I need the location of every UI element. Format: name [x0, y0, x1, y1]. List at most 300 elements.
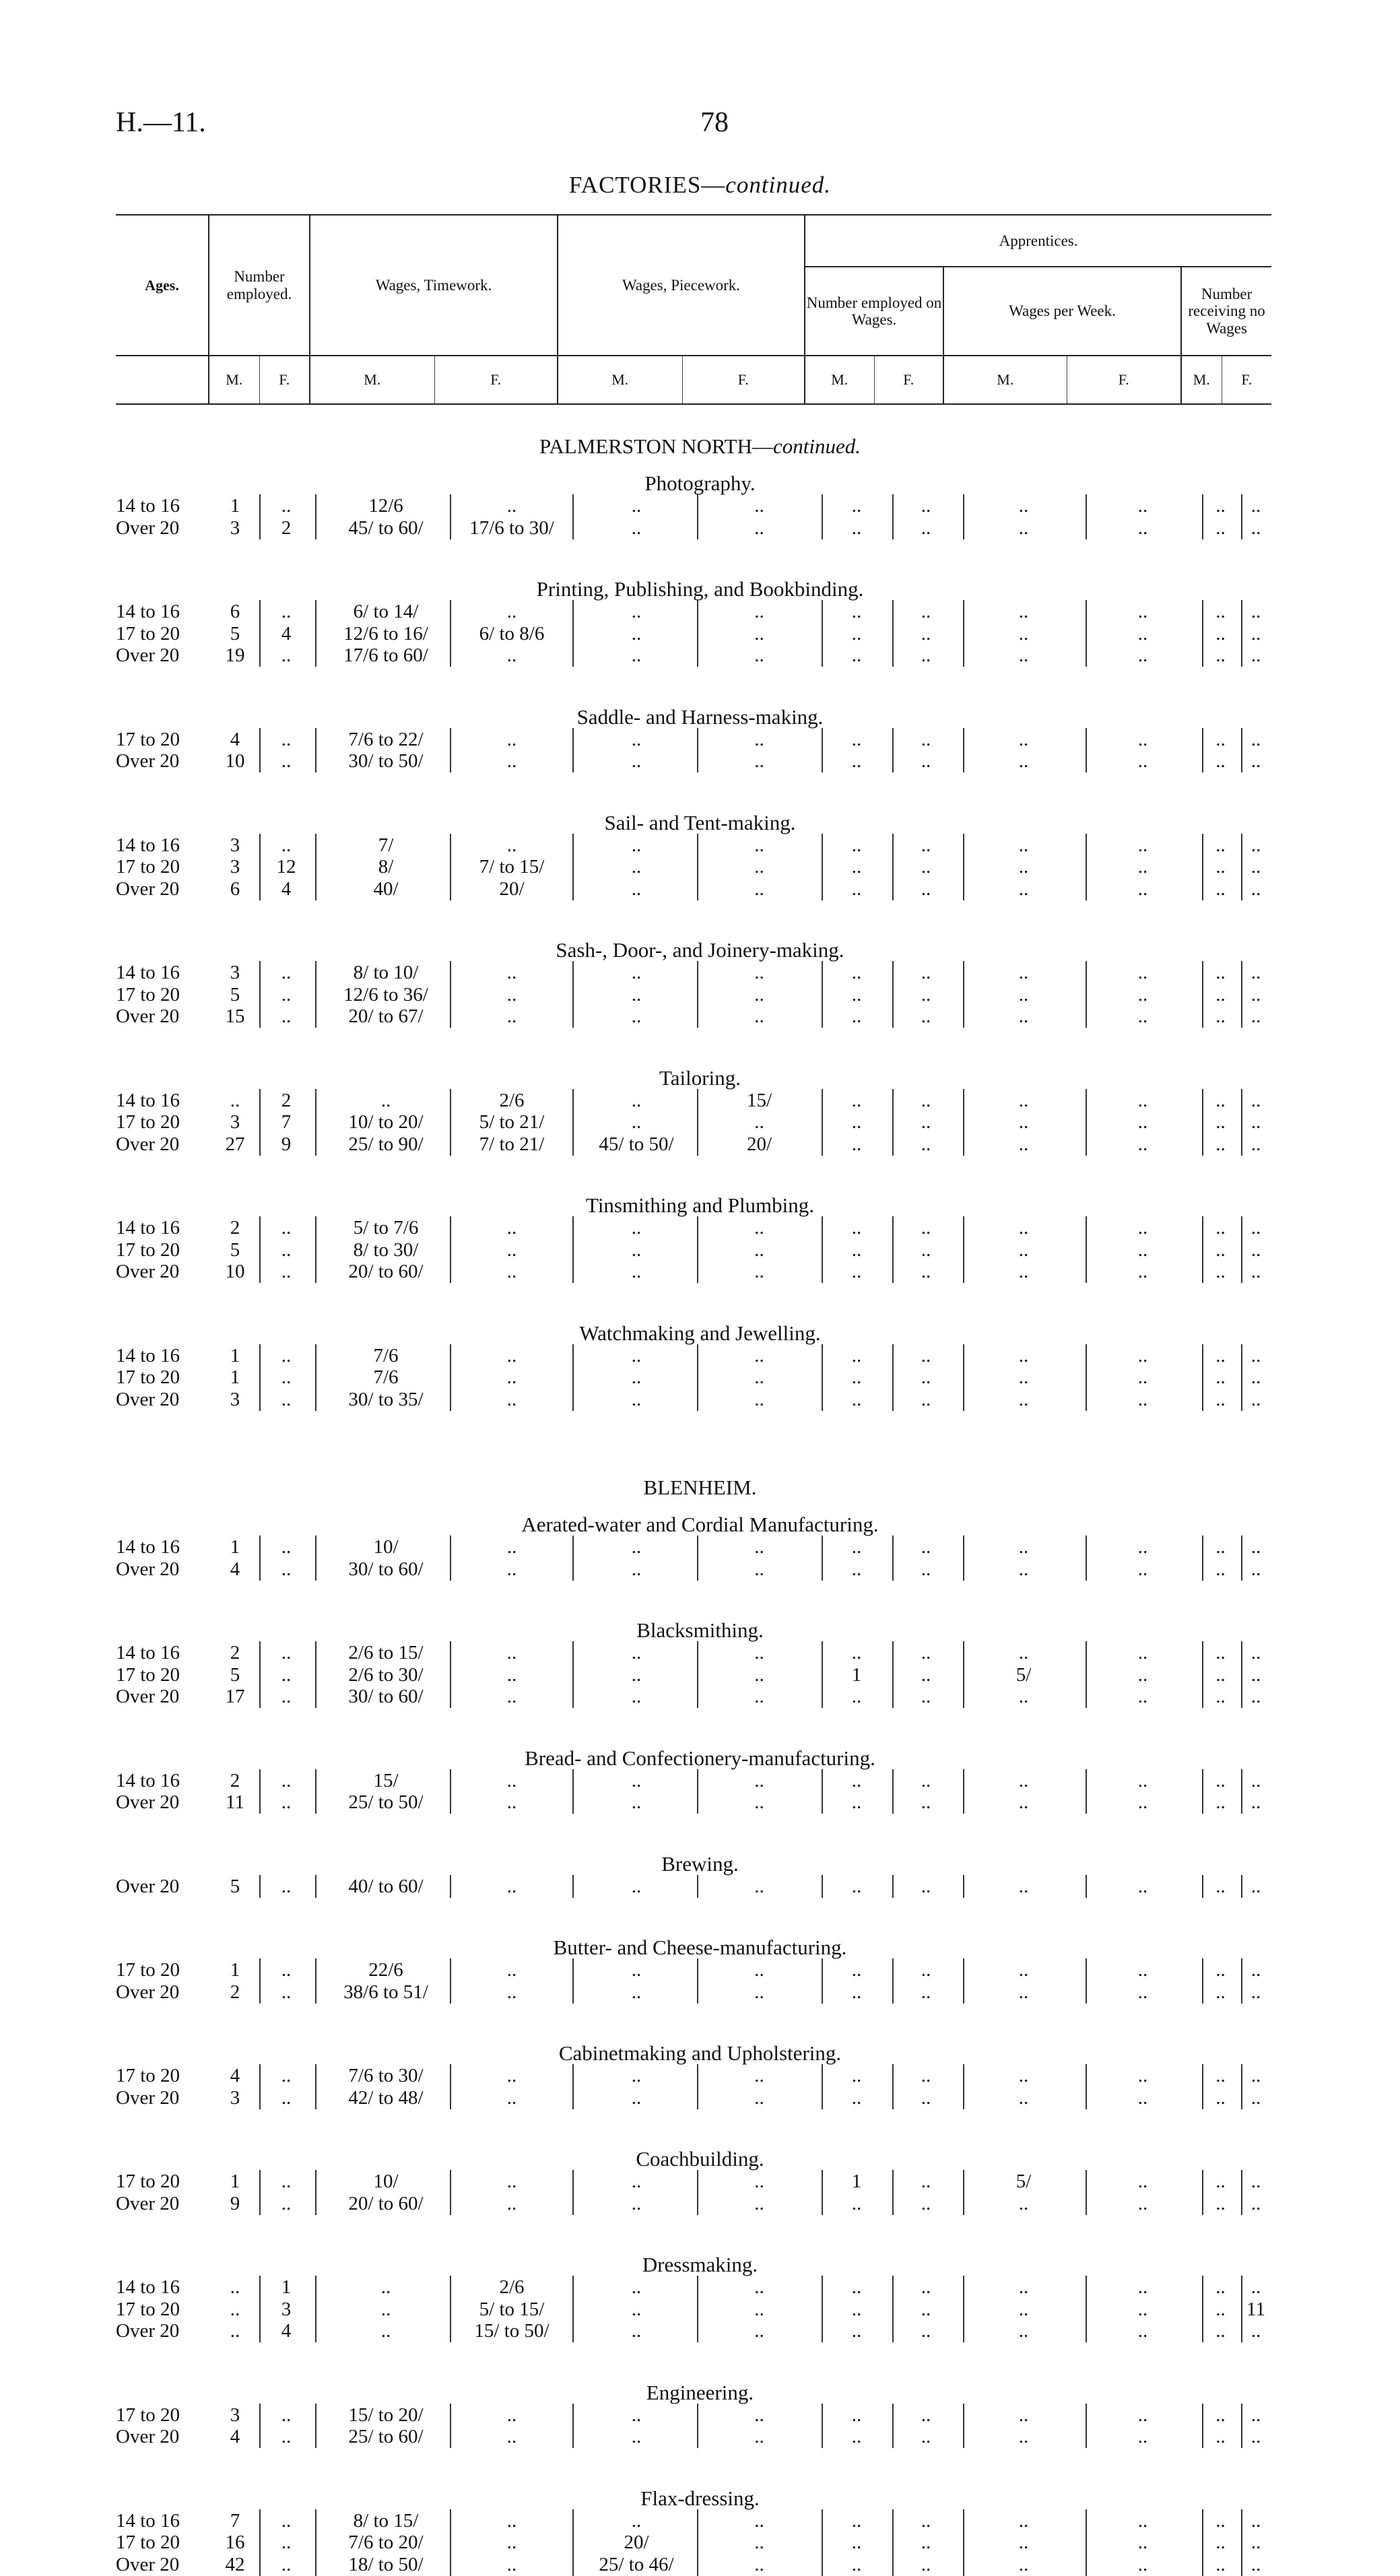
table-cell: 5 — [230, 622, 240, 645]
page-reference: H.—11. — [116, 107, 206, 138]
table-cell: .. — [1215, 1663, 1226, 1686]
table-cell: .. — [921, 750, 931, 772]
trade-title: Watchmaking and Jewelling. — [579, 1321, 821, 1345]
table-cell: .. — [851, 2404, 862, 2426]
table-cell: .. — [281, 1959, 292, 1981]
table-cell: .. — [1018, 1217, 1029, 1239]
table-cell: .. — [631, 2426, 642, 2447]
table-cell: .. — [1137, 962, 1148, 983]
table-cell: .. — [754, 1642, 764, 1663]
table-cell: .. — [754, 1791, 764, 1813]
table-cell: .. — [1215, 2065, 1226, 2086]
trade-title: Sash-, Door-, and Joinery-making. — [556, 938, 844, 962]
table-row — [0, 1685, 1400, 1708]
table-cell: 7/6 — [373, 1344, 399, 1366]
table-cell: 3 — [230, 1111, 240, 1133]
table-cell: .. — [631, 1558, 642, 1580]
table-cell: .. — [1215, 2192, 1226, 2214]
table-cell: .. — [754, 2065, 764, 2086]
female-header: F. — [1067, 356, 1181, 404]
table-cell: .. — [281, 2086, 292, 2109]
table-cell: .. — [1251, 2320, 1261, 2342]
table-row — [0, 2404, 1400, 2426]
table-cell: 30/ to 60/ — [348, 1558, 424, 1580]
table-cell: .. — [506, 2192, 517, 2214]
table-cell: .. — [1251, 1111, 1261, 1133]
table-cell: .. — [1018, 1536, 1029, 1558]
age-cell: 17 to 20 — [116, 1366, 180, 1388]
table-cell: 9 — [230, 2192, 240, 2214]
age-cell: Over 20 — [116, 1686, 180, 1707]
table-cell: .. — [1018, 2192, 1029, 2214]
table-cell: 1 — [230, 1366, 240, 1388]
table-cell: .. — [1018, 878, 1029, 900]
table-row — [0, 2531, 1400, 2554]
table-cell: .. — [921, 962, 931, 983]
table-cell: .. — [754, 1769, 764, 1791]
table-cell: .. — [631, 2320, 642, 2342]
table-row — [0, 517, 1400, 539]
table-cell: 5 — [230, 1663, 240, 1686]
table-cell: .. — [921, 1875, 931, 1897]
section-title: PALMERSTON NORTH—continued. — [539, 434, 861, 458]
table-cell: .. — [1018, 1239, 1029, 1261]
trade-title: Butter- and Cheese-manufacturing. — [553, 1936, 847, 1959]
table-cell: 15/ to 50/ — [474, 2320, 549, 2342]
table-cell: .. — [1215, 1217, 1226, 1239]
male-header: M. — [558, 356, 682, 404]
table-cell: .. — [921, 2532, 931, 2553]
table-cell: .. — [754, 2532, 764, 2553]
table-row — [0, 1535, 1400, 1558]
table-cell: 4 — [281, 2320, 292, 2342]
table-cell: .. — [1215, 2509, 1226, 2532]
table-cell: .. — [1215, 2532, 1226, 2553]
table-cell: 7/6 to 22/ — [348, 728, 424, 750]
table-cell: 3 — [230, 834, 240, 856]
table-cell: .. — [281, 1642, 292, 1663]
table-cell: .. — [506, 1686, 517, 1707]
table-cell: 20/ — [624, 2532, 649, 2553]
female-header: F. — [682, 356, 805, 404]
table-cell: .. — [851, 878, 862, 900]
table-row — [0, 1388, 1400, 1411]
table-cell: .. — [851, 1089, 862, 1111]
table-cell: .. — [1137, 1089, 1148, 1111]
table-cell: .. — [851, 1261, 862, 1282]
table-cell: .. — [1018, 517, 1029, 539]
table-cell: .. — [851, 2426, 862, 2447]
table-cell: .. — [1215, 962, 1226, 983]
table-row — [0, 878, 1400, 900]
table-cell: .. — [1137, 2192, 1148, 2214]
table-cell: .. — [631, 1875, 642, 1897]
age-cell: 17 to 20 — [116, 856, 180, 878]
table-cell: .. — [1018, 2065, 1029, 2086]
table-row — [0, 983, 1400, 1006]
table-cell: .. — [631, 2298, 642, 2320]
table-cell: .. — [1018, 962, 1029, 983]
table-cell: 15/ — [373, 1769, 399, 1791]
age-cell: 17 to 20 — [116, 2404, 180, 2426]
table-cell: 45/ to 60/ — [348, 517, 424, 539]
table-cell: .. — [506, 2404, 517, 2426]
table-cell: .. — [921, 1388, 931, 1410]
table-cell: .. — [921, 1686, 931, 1707]
table-cell: .. — [1251, 1133, 1261, 1155]
table-cell: .. — [1137, 1261, 1148, 1282]
table-cell: 5 — [230, 1875, 240, 1897]
table-row — [0, 728, 1400, 751]
table-cell: .. — [631, 2086, 642, 2109]
table-cell: .. — [631, 1642, 642, 1663]
table-cell: .. — [281, 2532, 292, 2553]
table-cell: .. — [1251, 878, 1261, 900]
table-cell: .. — [506, 2553, 517, 2575]
table-cell: .. — [281, 1663, 292, 1686]
table-cell: .. — [1018, 601, 1029, 622]
table-cell: .. — [1215, 2298, 1226, 2320]
table-cell: .. — [851, 1133, 862, 1155]
table-cell: .. — [631, 1981, 642, 2003]
table-cell: .. — [921, 2509, 931, 2532]
table-cell: .. — [1137, 2320, 1148, 2342]
table-cell: .. — [1018, 2320, 1029, 2342]
table-cell: 12/6 to 16/ — [343, 622, 428, 645]
table-cell: .. — [1215, 1558, 1226, 1580]
table-row — [0, 1791, 1400, 1814]
table-cell: .. — [1018, 2426, 1029, 2447]
table-cell: 3 — [230, 856, 240, 878]
table-cell: .. — [1137, 2404, 1148, 2426]
table-cell: .. — [1137, 728, 1148, 750]
age-cell: Over 20 — [116, 1875, 180, 1897]
table-cell: .. — [1251, 2426, 1261, 2447]
table-cell: .. — [631, 1769, 642, 1791]
table-cell: .. — [631, 1388, 642, 1410]
table-cell: .. — [851, 1791, 862, 1813]
table-cell: .. — [230, 1089, 240, 1111]
table-cell: .. — [1215, 1366, 1226, 1388]
table-cell: .. — [631, 856, 642, 878]
age-cell: 17 to 20 — [116, 2171, 180, 2192]
age-cell: 14 to 16 — [116, 1769, 180, 1791]
age-cell: Over 20 — [116, 2086, 180, 2109]
table-cell: .. — [851, 962, 862, 983]
age-cell: 14 to 16 — [116, 834, 180, 856]
table-row — [0, 1260, 1400, 1283]
table-cell: .. — [1137, 1981, 1148, 2003]
table-cell: .. — [281, 1344, 292, 1366]
table-cell: .. — [851, 2553, 862, 2575]
table-cell: .. — [281, 2426, 292, 2447]
table-cell: .. — [1137, 495, 1148, 517]
table-cell: .. — [506, 2532, 517, 2553]
table-cell: .. — [631, 2192, 642, 2214]
table-row — [0, 1958, 1400, 1981]
table-cell: 11 — [226, 1791, 244, 1813]
table-cell: .. — [1215, 517, 1226, 539]
table-cell: .. — [506, 495, 517, 517]
table-cell: .. — [506, 1261, 517, 1282]
table-cell: .. — [1137, 1791, 1148, 1813]
table-cell: .. — [1251, 1239, 1261, 1261]
table-cell: .. — [1018, 1875, 1029, 1897]
table-cell: .. — [281, 2509, 292, 2532]
table-cell: .. — [1215, 1981, 1226, 2003]
table-cell: 4 — [281, 622, 292, 645]
table-cell: .. — [851, 2509, 862, 2532]
table-row — [0, 2276, 1400, 2299]
table-cell: .. — [1215, 1111, 1226, 1133]
table-cell: .. — [1137, 856, 1148, 878]
table-row — [0, 1005, 1400, 1028]
table-cell: 1 — [851, 2171, 862, 2192]
table-cell: 8/ to 30/ — [353, 1239, 419, 1261]
table-cell: .. — [921, 1791, 931, 1813]
table-cell: .. — [1018, 1261, 1029, 1282]
table-cell: .. — [754, 2320, 764, 2342]
table-cell: 2/6 to 15/ — [348, 1642, 424, 1663]
age-cell: 14 to 16 — [116, 2509, 180, 2532]
wages-piecework-header: Wages, Piecework. — [558, 215, 805, 356]
age-cell: 14 to 16 — [116, 1642, 180, 1663]
table-cell: .. — [631, 728, 642, 750]
table-cell: .. — [1018, 1366, 1029, 1388]
table-cell: .. — [1137, 1558, 1148, 1580]
table-cell: .. — [631, 1239, 642, 1261]
table-cell: 3 — [230, 517, 240, 539]
table-cell: .. — [1137, 1686, 1148, 1707]
table-cell: .. — [1251, 750, 1261, 772]
table-cell: 25/ to 50/ — [348, 1791, 424, 1813]
table-cell: .. — [281, 1217, 292, 1239]
table-cell: .. — [506, 1558, 517, 1580]
table-cell: 3 — [230, 2086, 240, 2109]
table-cell: .. — [1018, 1388, 1029, 1410]
table-cell: .. — [754, 728, 764, 750]
table-cell: 19 — [225, 645, 245, 666]
table-row — [0, 855, 1400, 878]
table-cell: 2 — [230, 1769, 240, 1791]
table-cell: 8/ to 10/ — [353, 962, 419, 983]
age-cell: Over 20 — [116, 1558, 180, 1580]
trade-title: Brewing. — [661, 1851, 739, 1876]
table-cell: 7 — [230, 2509, 240, 2532]
table-row — [0, 834, 1400, 857]
table-cell: .. — [921, 1261, 931, 1282]
table-cell: .. — [851, 1769, 862, 1791]
table-cell: .. — [754, 1239, 764, 1261]
ages-header: Ages. — [116, 215, 209, 356]
table-cell: .. — [1137, 1875, 1148, 1897]
table-cell: .. — [281, 2404, 292, 2426]
table-cell: .. — [851, 1239, 862, 1261]
table-cell: .. — [921, 1089, 931, 1111]
table-cell: .. — [631, 517, 642, 539]
table-cell: .. — [921, 2298, 931, 2320]
table-cell: .. — [631, 1959, 642, 1981]
table-cell: 7/ to 21/ — [479, 1133, 545, 1155]
table-cell: .. — [281, 1388, 292, 1410]
table-cell: .. — [281, 1686, 292, 1707]
table-cell: .. — [1251, 1217, 1261, 1239]
table-cell: .. — [1215, 1791, 1226, 1813]
table-cell: .. — [1215, 2320, 1226, 2342]
table-cell: .. — [1215, 2086, 1226, 2109]
table-cell: .. — [1018, 2276, 1029, 2298]
table-row — [0, 2298, 1400, 2321]
table-cell: .. — [851, 1536, 862, 1558]
table-cell: .. — [1018, 1769, 1029, 1791]
table-cell: 5 — [230, 983, 240, 1005]
age-cell: 14 to 16 — [116, 1344, 180, 1366]
table-cell: .. — [1018, 856, 1029, 878]
table-cell: .. — [281, 1875, 292, 1897]
page-title: FACTORIES—continued. — [568, 172, 832, 198]
table-cell: .. — [281, 1769, 292, 1791]
female-header: F. — [259, 356, 310, 404]
table-cell: .. — [1215, 1239, 1226, 1261]
table-cell: .. — [506, 2509, 517, 2532]
age-cell: Over 20 — [116, 2426, 180, 2447]
table-cell: .. — [506, 1536, 517, 1558]
table-cell: .. — [921, 1959, 931, 1981]
table-cell: .. — [1018, 1981, 1029, 2003]
table-cell: .. — [754, 2426, 764, 2447]
table-cell: .. — [1215, 878, 1226, 900]
table-cell: .. — [851, 2532, 862, 2553]
table-cell: .. — [921, 1217, 931, 1239]
table-cell: .. — [631, 622, 642, 645]
table-cell: .. — [281, 1981, 292, 2003]
table-cell: 1 — [230, 495, 240, 517]
table-cell: 30/ to 50/ — [348, 750, 424, 772]
age-cell: 17 to 20 — [116, 728, 180, 750]
table-cell: .. — [506, 834, 517, 856]
table-cell: .. — [281, 1366, 292, 1388]
table-cell: .. — [754, 983, 764, 1005]
table-cell: .. — [1018, 1005, 1029, 1027]
table-cell: .. — [1018, 2509, 1029, 2532]
trade-title: Tailoring. — [659, 1065, 741, 1090]
table-cell: .. — [754, 962, 764, 983]
table-cell: 25/ to 60/ — [348, 2426, 424, 2447]
table-cell: .. — [1137, 1133, 1148, 1155]
table-row — [0, 1875, 1400, 1898]
table-cell: .. — [921, 2320, 931, 2342]
age-cell: 14 to 16 — [116, 495, 180, 517]
table-cell: .. — [754, 645, 764, 666]
table-cell: .. — [506, 1663, 517, 1686]
table-cell: .. — [921, 1005, 931, 1027]
table-row — [0, 1641, 1400, 1664]
table-cell: .. — [1137, 622, 1148, 645]
table-cell: .. — [754, 495, 764, 517]
table-cell: .. — [851, 1686, 862, 1707]
table-cell: .. — [1215, 1344, 1226, 1366]
table-cell: .. — [851, 834, 862, 856]
table-cell: 3 — [230, 2404, 240, 2426]
trade-title: Engineering. — [646, 2380, 754, 2404]
table-cell: .. — [1137, 1366, 1148, 1388]
table-cell: .. — [754, 1959, 764, 1981]
age-cell: Over 20 — [116, 1133, 180, 1155]
table-cell: 4 — [230, 2426, 240, 2447]
table-cell: .. — [851, 517, 862, 539]
table-cell: .. — [631, 1217, 642, 1239]
table-cell: .. — [1137, 1769, 1148, 1791]
table-cell: .. — [281, 2553, 292, 2575]
app-no-wages-header: Number receiving no Wages — [1181, 267, 1271, 356]
table-cell: 6/ to 14/ — [353, 601, 419, 622]
table-cell: .. — [921, 1663, 931, 1686]
table-cell: 27 — [225, 1133, 245, 1155]
table-cell: .. — [281, 983, 292, 1005]
trade-title: Dressmaking. — [642, 2253, 758, 2276]
table-cell: .. — [380, 1089, 391, 1111]
table-cell: .. — [754, 834, 764, 856]
table-cell: .. — [851, 2276, 862, 2298]
table-cell: .. — [1251, 962, 1261, 983]
table-cell: .. — [1251, 495, 1261, 517]
table-cell: .. — [1251, 2065, 1261, 2086]
table-cell: .. — [1251, 983, 1261, 1005]
table-cell: .. — [506, 1344, 517, 1366]
table-cell: .. — [506, 1366, 517, 1388]
table-cell: .. — [1251, 1875, 1261, 1897]
table-cell: .. — [631, 495, 642, 517]
table-cell: .. — [631, 601, 642, 622]
table-cell: .. — [380, 2276, 391, 2298]
table-cell: .. — [921, 1642, 931, 1663]
table-cell: .. — [1137, 1344, 1148, 1366]
table-cell: .. — [281, 2065, 292, 2086]
table-cell: .. — [1251, 2276, 1261, 2298]
table-cell: .. — [1215, 1959, 1226, 1981]
trade-title: Aerated-water and Cordial Manufacturing. — [521, 1513, 879, 1536]
table-cell: .. — [506, 1642, 517, 1663]
table-cell: .. — [921, 495, 931, 517]
table-cell: .. — [754, 1388, 764, 1410]
table-cell: 15 — [225, 1005, 245, 1027]
table-cell: .. — [1215, 1388, 1226, 1410]
table-cell: .. — [921, 2171, 931, 2192]
table-cell: 6 — [230, 601, 240, 622]
table-cell: .. — [851, 1005, 862, 1027]
age-cell: Over 20 — [116, 1388, 180, 1410]
table-cell: .. — [1215, 1769, 1226, 1791]
table-cell: .. — [1137, 750, 1148, 772]
table-cell: 1 — [851, 1663, 862, 1686]
table-cell: .. — [1251, 1089, 1261, 1111]
app-wages-per-week-header: Wages per Week. — [943, 267, 1181, 356]
table-cell: .. — [754, 1344, 764, 1366]
table-cell: 12 — [276, 856, 296, 878]
table-cell: .. — [1215, 1005, 1226, 1027]
table-cell: .. — [281, 1005, 292, 1027]
table-cell: .. — [631, 1005, 642, 1027]
table-cell: 10/ to 20/ — [348, 1111, 424, 1133]
table-cell: .. — [1251, 2553, 1261, 2575]
table-cell: .. — [1018, 834, 1029, 856]
table-cell: .. — [1137, 1642, 1148, 1663]
table-cell: .. — [754, 2404, 764, 2426]
table-cell: .. — [1018, 1791, 1029, 1813]
table-cell: .. — [1251, 2192, 1261, 2214]
table-cell: .. — [1215, 983, 1226, 1005]
table-cell: .. — [1251, 1536, 1261, 1558]
